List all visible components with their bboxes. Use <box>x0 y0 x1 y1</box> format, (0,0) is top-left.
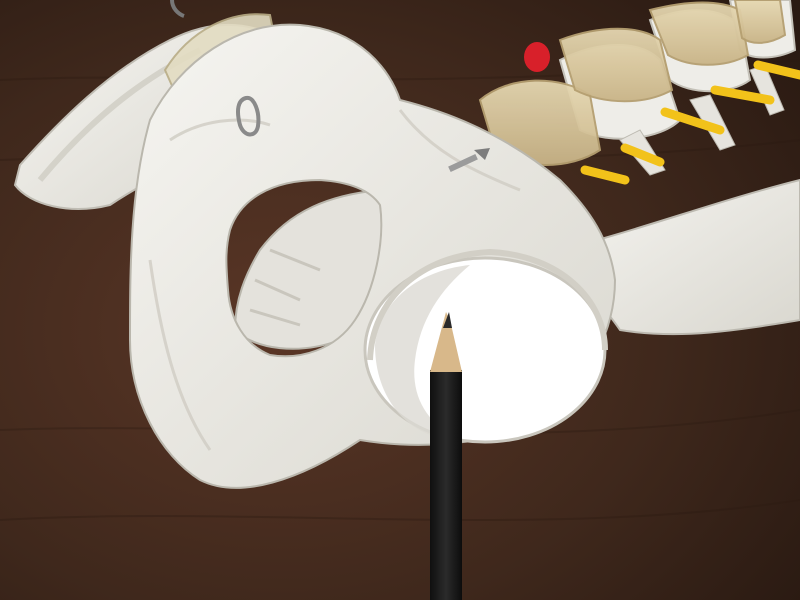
intervertebral-disc <box>735 0 785 43</box>
pencil <box>430 312 462 600</box>
pencil-body <box>430 370 462 600</box>
red-marker <box>524 42 550 72</box>
intervertebral-disc <box>560 29 672 102</box>
